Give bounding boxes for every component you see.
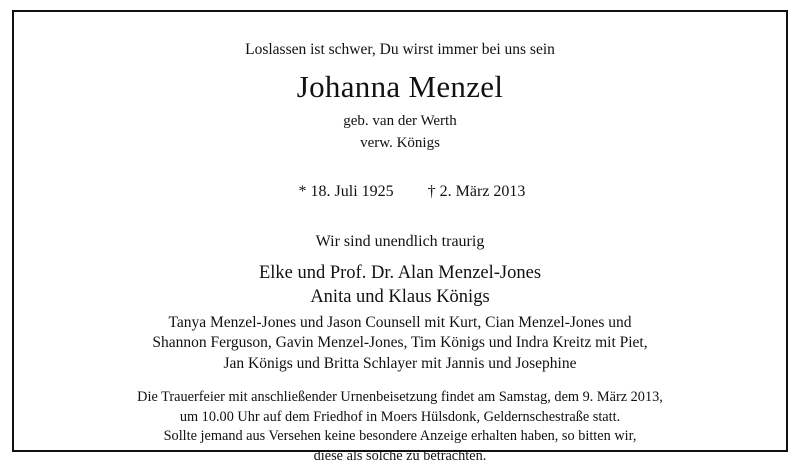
family-primary-line: Elke und Prof. Dr. Alan Menzel-Jones: [258, 262, 542, 283]
ceremony-line: diese als solche zu betrachten.: [313, 448, 487, 465]
ceremony-line: um 10.00 Uhr auf dem Friedhof in Moers Hülsdonk, Geldernschestraße statt.: [179, 408, 621, 425]
ceremony-line: Die Trauerfeier mit anschließender Urnenbeisetzung findet am Samstag, dem 9. März 2013,: [137, 388, 663, 405]
death-date: † 2. März 2013: [427, 182, 526, 200]
family-primary-block: [259, 261, 541, 309]
widow-name: verw. Königs: [360, 134, 440, 151]
motto-text: Loslassen ist schwer, Du wirst immer bei uns sein: [245, 41, 555, 58]
family-primary-line: Anita und Klaus Königs: [310, 286, 490, 307]
family-secondary-line: Shannon Ferguson, Gavin Menzel-Jones, Tim Königs und Indra Kreitz mit Piet,: [152, 334, 648, 352]
family-secondary-line: Tanya Menzel-Jones und Jason Counsell mit Kurt, Cian Menzel-Jones und: [168, 313, 632, 331]
obituary-notice-card: [12, 10, 788, 465]
birth-date: * 18. Juli 1925: [298, 182, 394, 200]
maiden-name: geb. van der Werth: [343, 113, 457, 130]
family-secondary-line: Jan Königs und Britta Schlayer mit Jannis und Josephine: [223, 354, 577, 372]
life-dates: [275, 165, 526, 219]
ceremony-details: [137, 388, 663, 467]
ceremony-line: Sollte jemand aus Versehen keine besondere Anzeige erhalten haben, so bitten wir,: [163, 428, 637, 445]
deceased-name: Johanna Menzel: [296, 69, 504, 105]
mourning-line: Wir sind unendlich traurig: [315, 232, 485, 250]
family-secondary-block: [152, 313, 647, 374]
